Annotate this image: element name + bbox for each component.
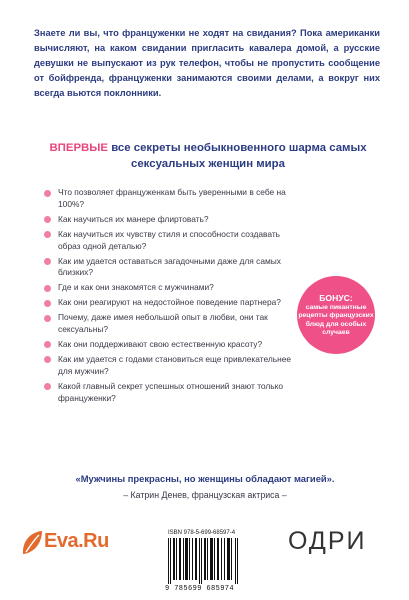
list-item: Где и как они знакомятся с мужчинами? bbox=[44, 282, 304, 294]
bullet-icon bbox=[44, 285, 51, 292]
list-item: Почему, даже имея небольшой опыт в любви, они так сексуальны? bbox=[44, 312, 304, 336]
publisher-logo: ОДРИ bbox=[288, 527, 367, 555]
intro-paragraph: Знаете ли вы, что француженки не ходят на свидания? Пока американки вычисляют, на каком свидании пригласить кавалера домой, а русские девушки не выпускают из рук телефон, чтобы не пропустить сообщение от бойфренда, француженки занимаются своими делами, а вокруг них всегда вьются поклонники. bbox=[34, 28, 380, 99]
logo-text: Eva.Ru bbox=[44, 530, 109, 552]
bonus-badge bbox=[297, 276, 375, 354]
quote-author: – Катрин Денев, французская актриса – bbox=[123, 490, 287, 500]
question-list bbox=[44, 187, 304, 408]
bullet-icon bbox=[44, 315, 51, 322]
bullet-icon bbox=[44, 258, 51, 265]
bullet-icon bbox=[44, 383, 51, 390]
list-item: Как научиться их манере флиртовать? bbox=[44, 214, 304, 226]
quote: «Мужчины прекрасны, но женщины обладают магией». bbox=[75, 473, 335, 484]
list-item: Как они реагируют на недостойное поведение партнера? bbox=[44, 297, 304, 309]
list-item: Как им удается с годами становиться еще привлекательнее для мужчин? bbox=[44, 354, 304, 378]
list-item: Как им удается оставаться загадочными даже для самых близких? bbox=[44, 256, 304, 280]
bonus-text: самые пикантные рецепты французских блюд для особых случаев bbox=[298, 304, 374, 336]
list-item: Что позволяет француженкам быть уверенными в себе на 100%? bbox=[44, 187, 304, 211]
bullet-icon bbox=[44, 216, 51, 223]
headline bbox=[40, 140, 376, 172]
isbn: ISBN 978-5-699-68597-4 bbox=[168, 530, 236, 536]
barcode bbox=[166, 538, 240, 584]
eva-ru-logo bbox=[20, 524, 140, 564]
leaf-icon bbox=[20, 528, 46, 558]
barcode-digits: 9 785699 685974 bbox=[165, 585, 235, 593]
bullet-icon bbox=[44, 341, 51, 348]
bonus-title: БОНУС: bbox=[319, 293, 353, 304]
bullet-icon bbox=[44, 356, 51, 363]
bullet-icon bbox=[44, 231, 51, 238]
bullet-icon bbox=[44, 300, 51, 307]
headline-highlight: ВПЕРВЫЕ bbox=[49, 142, 109, 154]
bullet-icon bbox=[44, 190, 51, 197]
list-item: Как научиться их чувству стиля и способности создавать образ одной деталью? bbox=[44, 229, 304, 253]
headline-text: все секреты необыкновенного шарма самых сексуальных женщин мира bbox=[108, 142, 367, 170]
list-item: Как они поддерживают свою естественную красоту? bbox=[44, 339, 304, 351]
list-item: Какой главный секрет успешных отношений знают только француженки? bbox=[44, 381, 304, 405]
